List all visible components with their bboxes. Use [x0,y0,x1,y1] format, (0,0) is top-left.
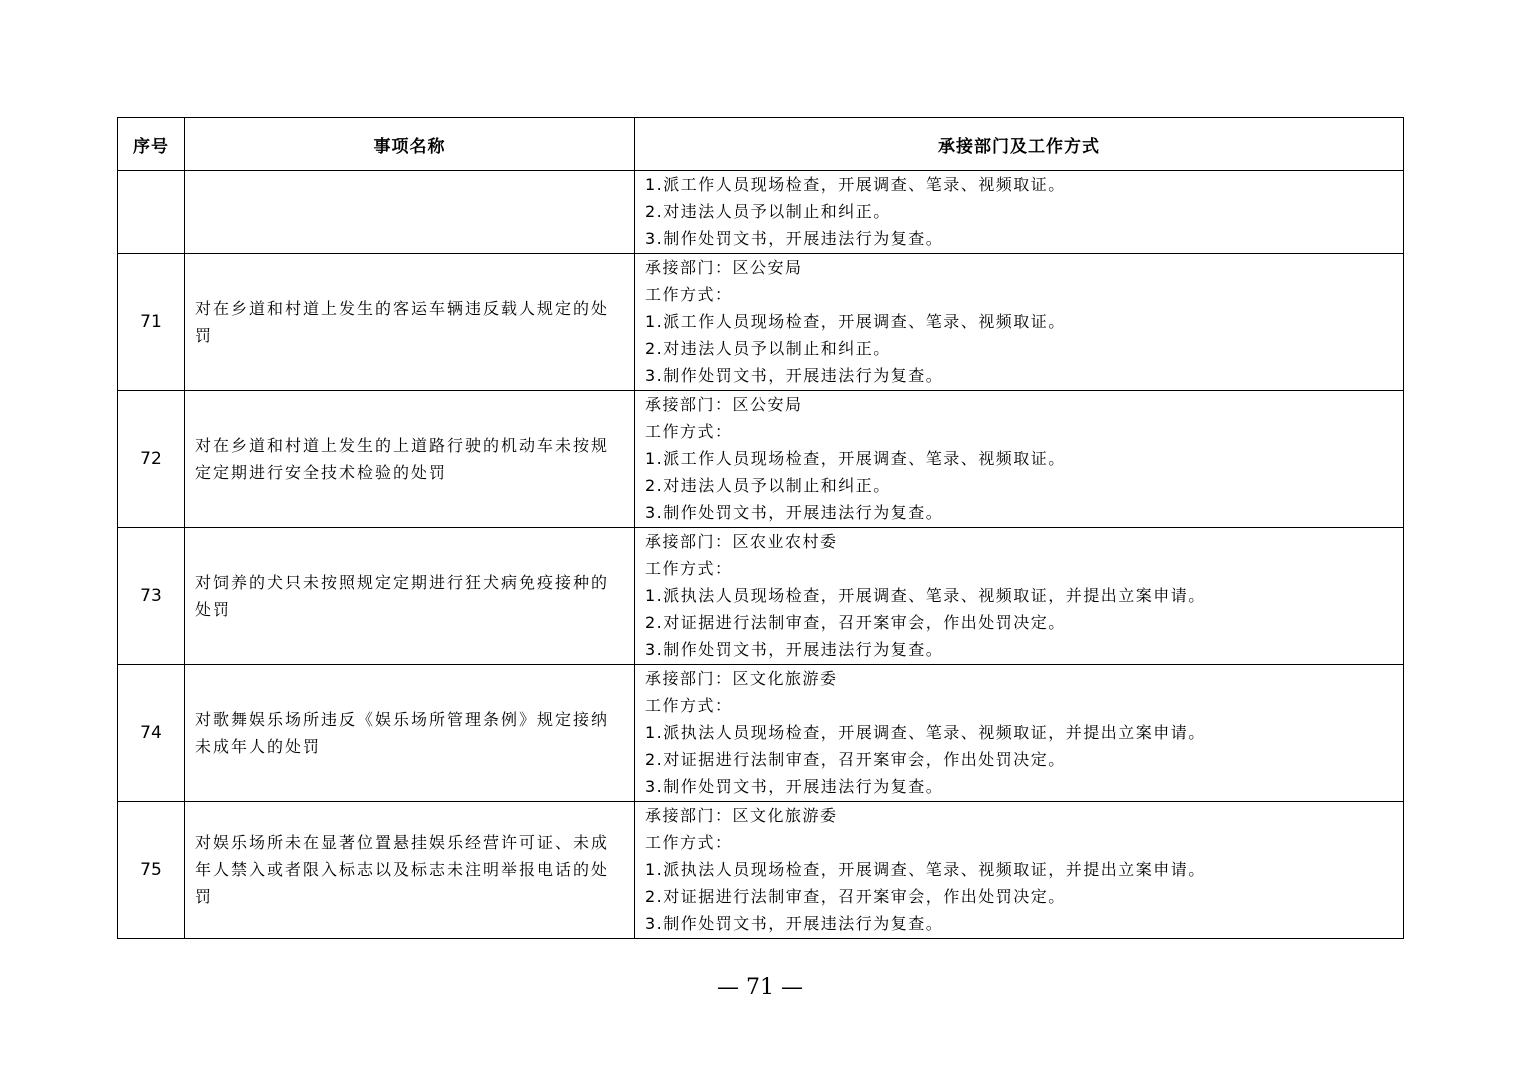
method-line: 工作方式： [645,832,733,852]
items-table [117,117,1404,939]
method-line: 2.对证据进行法制审查，召开案审会，作出处罚决定。 [645,613,1066,633]
table-row [118,801,1404,938]
method-line: 3.制作处罚文书，开展违法行为复查。 [645,640,944,660]
table-row [118,390,1404,527]
table-row [118,171,1404,254]
method-line: 3.制作处罚文书，开展违法行为复查。 [645,503,944,523]
method-line: 1.派执法人员现场检查，开展调查、笔录、视频取证，并提出立案申请。 [645,860,1206,880]
method-line: 2.对证据进行法制审查，召开案审会，作出处罚决定。 [645,887,1066,907]
row-name: 对歌舞娱乐场所违反《娱乐场所管理条例》规定接纳未成年人的处罚 [185,664,635,801]
table-row [118,527,1404,664]
row-method [635,390,1404,527]
row-name: 对在乡道和村道上发生的上道路行驶的机动车未按规定定期进行安全技术检验的处罚 [185,390,635,527]
row-name: 对饲养的犬只未按照规定定期进行狂犬病免疫接种的处罚 [185,527,635,664]
row-name: 对在乡道和村道上发生的客运车辆违反载人规定的处罚 [185,253,635,390]
method-line: 3.制作处罚文书，开展违法行为复查。 [645,777,944,797]
method-line: 2.对违法人员予以制止和纠正。 [645,202,891,222]
method-line: 1.派工作人员现场检查，开展调查、笔录、视频取证。 [645,449,1066,469]
method-line: 工作方式： [645,284,733,304]
method-line: 3.制作处罚文书，开展违法行为复查。 [645,366,944,386]
table-row [118,664,1404,801]
row-method [635,253,1404,390]
method-line: 2.对违法人员予以制止和纠正。 [645,339,891,359]
method-line: 3.制作处罚文书，开展违法行为复查。 [645,914,944,934]
table-row [118,253,1404,390]
method-line: 承接部门：区公安局 [645,257,803,277]
row-seq: 74 [118,664,185,801]
method-line: 2.对证据进行法制审查，召开案审会，作出处罚决定。 [645,750,1066,770]
method-line: 1.派工作人员现场检查，开展调查、笔录、视频取证。 [645,312,1066,332]
page-number: — 71 — [717,975,803,1000]
method-line: 工作方式： [645,558,733,578]
row-name [185,171,635,254]
method-line: 承接部门：区公安局 [645,394,803,414]
row-method [635,664,1404,801]
method-line: 承接部门：区文化旅游委 [645,668,838,688]
row-seq: 73 [118,527,185,664]
header-method: 承接部门及工作方式 [635,118,1404,171]
row-seq: 71 [118,253,185,390]
row-method [635,801,1404,938]
header-row [118,118,1404,171]
method-line: 1.派执法人员现场检查，开展调查、笔录、视频取证，并提出立案申请。 [645,586,1206,606]
row-seq: 75 [118,801,185,938]
row-seq: 72 [118,390,185,527]
method-line: 工作方式： [645,421,733,441]
method-line: 1.派工作人员现场检查，开展调查、笔录、视频取证。 [645,175,1066,194]
method-line: 承接部门：区文化旅游委 [645,805,838,825]
method-line: 2.对违法人员予以制止和纠正。 [645,476,891,496]
row-seq [118,171,185,254]
header-name: 事项名称 [185,118,635,171]
header-seq: 序号 [118,118,185,171]
row-name: 对娱乐场所未在显著位置悬挂娱乐经营许可证、未成年人禁入或者限入标志以及标志未注明举报电话的处罚 [185,801,635,938]
row-method [635,171,1404,254]
method-line: 1.派执法人员现场检查，开展调查、笔录、视频取证，并提出立案申请。 [645,723,1206,743]
method-line: 承接部门：区农业农村委 [645,531,838,551]
method-line: 工作方式： [645,695,733,715]
row-method [635,527,1404,664]
method-line: 3.制作处罚文书，开展违法行为复查。 [645,229,944,249]
